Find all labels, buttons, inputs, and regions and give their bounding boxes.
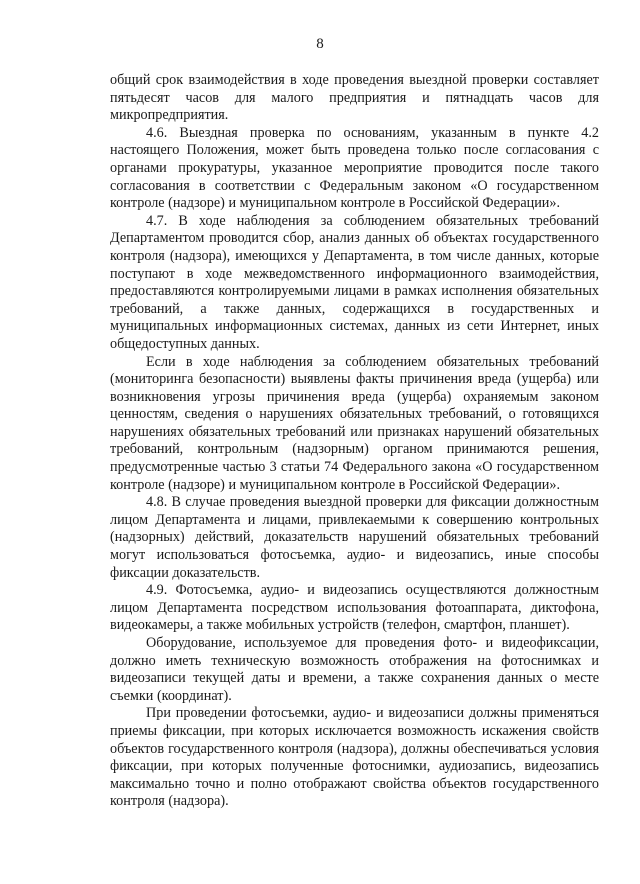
document-body: [110, 72, 599, 811]
page-number: 8: [316, 36, 324, 52]
paragraph-4-7: 4.7. В ходе наблюдения за соблюдением обязательных требований Департаментом проводится сбор, анализ данных об объектах государственного контроля (надзора), имеющихся у Департамента, в том числе данных, которые поступают в ходе межведомственного информационного взаимодействия, предоставляются контролируемыми лицами в рамках исполнения обязательных требований, а также данных, содержащихся в государственных и муниципальных информационных системах, данных из сети Интернет, иных общедоступных данных.: [110, 212, 599, 352]
paragraph-continuation: общий срок взаимодействия в ходе проведения выездной проверки составляет пятьдесят часов для малого предприятия и пятнадцать часов для микропредприятия.: [110, 72, 599, 124]
paragraph-recording-methods: При проведении фотосъемки, аудио- и видеозаписи должны применяться приемы фиксации, при которых исключается возможность искажения свойств объектов государственного контроля (надзора), должны обеспечиваться условия фиксации, при которых полученные фотоснимки, аудиозапись, видеозапись максимально точно и полно отображают свойства объектов государственного контроля (надзора).: [110, 705, 599, 810]
paragraph-equipment: Оборудование, используемое для проведения фото- и видеофиксации, должно иметь техническую возможность отображения на фотоснимках и видеозаписи текущей даты и времени, а также сохранения данных о месте съемки (координат).: [110, 635, 599, 704]
paragraph-monitoring: Если в ходе наблюдения за соблюдением обязательных требований (мониторинга безопасности) выявлены факты причинения вреда (ущерба) или возникновения угрозы причинения вреда (ущерба) охраняемым законом ценностям, сведения о нарушениях обязательных требований, о готовящихся нарушениях обязательных требований или признаках нарушений обязательных требований, контрольным (надзорным) органом принимаются решения, предусмотренные частью 3 статьи 74 Федерального закона «О государственном контроле (надзоре) и муниципальном контроле в Российской Федерации».: [110, 353, 599, 493]
paragraph-4-9: 4.9. Фотосъемка, аудио- и видеозапись осуществляются должностным лицом Департамента посредством использования фотоаппарата, диктофона, видеокамеры, а также мобильных устройств (телефон, смартфон, планшет).: [110, 582, 599, 634]
paragraph-4-6: 4.6. Выездная проверка по основаниям, указанным в пункте 4.2 настоящего Положения, может быть проведена только после согласования с органами прокуратуры, указанное мероприятие проводится после такого согласования в соответствии с Федеральным законом «О государственном контроле (надзоре) и муниципальном контроле в Российской Федерации».: [110, 124, 599, 212]
paragraph-4-8: 4.8. В случае проведения выездной проверки для фиксации должностным лицом Департамента и лицами, привлекаемыми к совершению контрольных (надзорных) действий, доказательств нарушений обязательных требований могут использоваться фотосъемка, аудио- и видеозапись, иные способы фиксации доказательств.: [110, 494, 599, 581]
